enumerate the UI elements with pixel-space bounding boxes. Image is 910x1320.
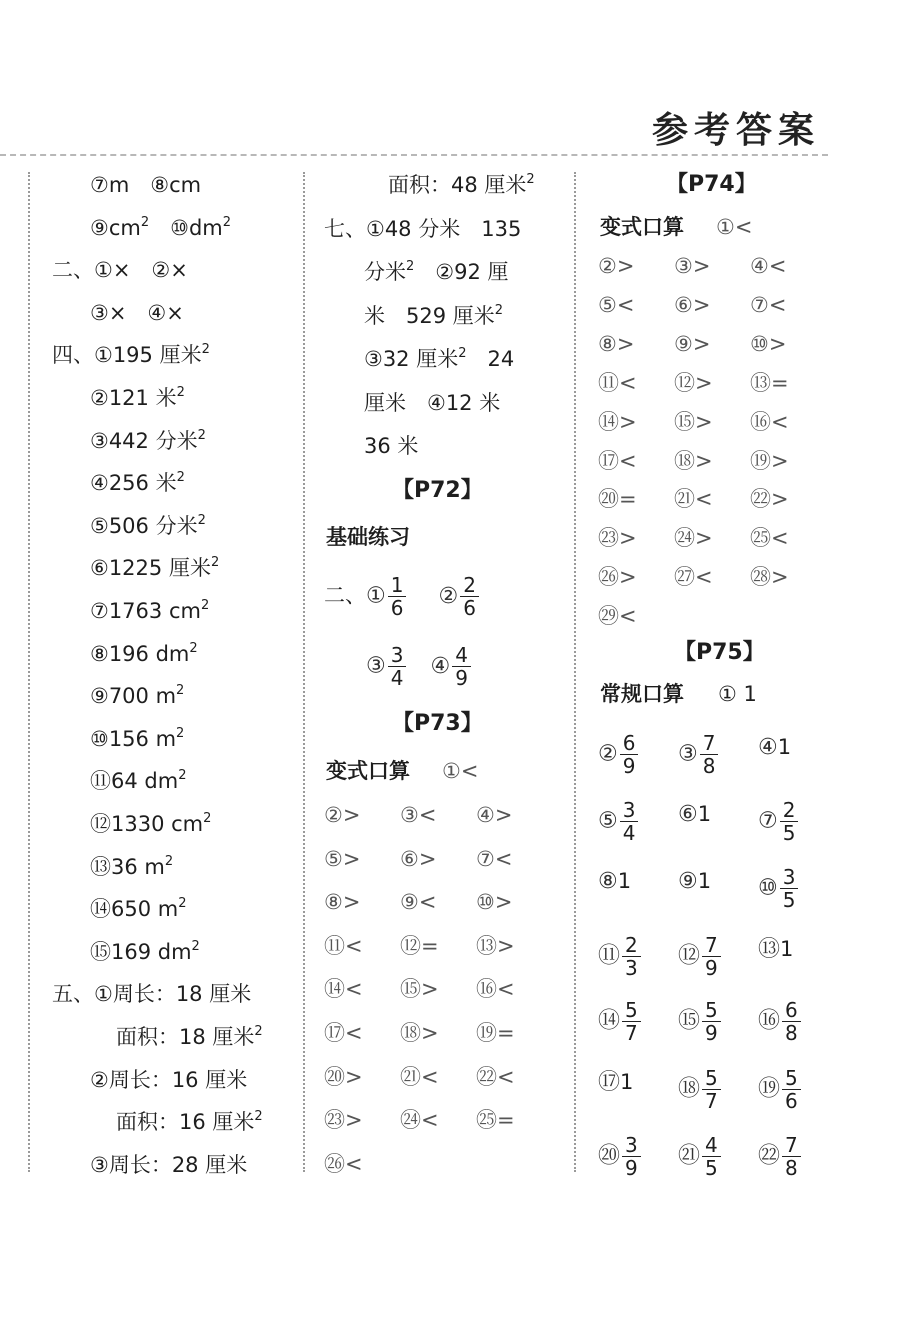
- answer-item: ⑮>: [674, 409, 713, 434]
- answer-line: ⑩156 $m^2$: [90, 725, 185, 751]
- page-marker: 【P75】: [674, 640, 765, 665]
- answer-item: [598, 799, 640, 844]
- answer-item: [598, 866, 631, 897]
- fraction-numerator: 5: [782, 1067, 801, 1090]
- answer-item: ④<: [750, 254, 787, 278]
- superscript-2: 2: [201, 342, 210, 358]
- item-number: ①: [366, 583, 386, 609]
- item-number: ②: [598, 741, 618, 767]
- answer-item: ㉒>: [750, 487, 789, 512]
- fraction-numerator: 1: [388, 574, 407, 597]
- answer-item: [598, 1067, 633, 1098]
- answer-item: [678, 799, 711, 830]
- item-number: ㉑: [678, 1143, 701, 1169]
- answer-item: [598, 732, 640, 777]
- fraction: [700, 732, 719, 777]
- answer-line: 分米$^2$ ②92 厘: [364, 259, 509, 284]
- answer-item: ⑭>: [598, 409, 637, 434]
- section-heading: 变式口算: [600, 215, 684, 239]
- answer-item: [758, 934, 793, 965]
- fraction-denominator: 6: [463, 596, 476, 620]
- answer-item: ⑰<: [598, 448, 637, 473]
- answer-item: ⑲=: [476, 1021, 515, 1045]
- page-title: 参考答案: [651, 110, 820, 151]
- item-number: ⑬: [758, 937, 781, 962]
- item-number: ⑦: [758, 808, 778, 834]
- answer-line: ⑦m ⑧cm: [90, 173, 202, 197]
- section-row: [326, 756, 478, 786]
- section-row: [600, 679, 757, 709]
- answer-item: ⑧>: [324, 890, 361, 915]
- item-number: ㉒: [758, 1143, 781, 1169]
- superscript-2: 2: [210, 555, 220, 571]
- answer-item: ⑪<: [324, 933, 363, 958]
- answer-line: 面积：16 厘米$^2$: [116, 1109, 263, 1135]
- answer-line: 四、①195 厘米$^2$: [52, 342, 210, 368]
- column-divider: [574, 172, 576, 1172]
- superscript-2: 2: [494, 302, 504, 318]
- answer-line: ⑤506 分米$^2$: [90, 512, 206, 538]
- superscript-2: 2: [178, 768, 187, 784]
- answer-item: ㉖<: [324, 1151, 363, 1176]
- answer-item: ⑬>: [476, 933, 515, 958]
- answer-item: [678, 1067, 723, 1112]
- fraction-row: [324, 574, 481, 619]
- fraction-denominator: 9: [705, 956, 718, 980]
- fraction-denominator: 9: [705, 1021, 718, 1045]
- answer-line: 七、①48 分米 135: [324, 216, 522, 241]
- item-number: ⑭: [598, 1008, 621, 1034]
- fraction: [702, 934, 721, 979]
- superscript-2: 2: [176, 470, 185, 486]
- superscript-2: 2: [176, 385, 185, 400]
- section-heading: 基础练习: [326, 525, 410, 549]
- answer-item: ㉘>: [750, 565, 789, 590]
- item-number: ⑤: [598, 808, 618, 834]
- answer-item: [598, 934, 643, 979]
- answer-item: ⑫=: [400, 933, 439, 958]
- superscript-2: 2: [176, 683, 185, 699]
- fraction: [388, 644, 407, 689]
- fraction-numerator: 3: [780, 866, 799, 889]
- superscript-2: 2: [222, 214, 232, 230]
- answer-line: ⑬36 $m^2$: [90, 853, 174, 879]
- section-heading: 变式口算: [326, 759, 410, 783]
- item-number: ③: [678, 741, 698, 767]
- item-number: ⑮: [678, 1008, 701, 1034]
- answer-item: ⑭<: [324, 977, 363, 1002]
- answer-item: ⑲>: [750, 448, 789, 473]
- fraction: [702, 999, 721, 1044]
- answer-item: ④>: [476, 803, 513, 827]
- answer-item: ㉓>: [598, 526, 637, 551]
- fraction: [702, 1067, 721, 1112]
- answer-item: [678, 1134, 723, 1179]
- superscript-2: 2: [458, 346, 467, 361]
- answer-line: $⑨cm^2$ $⑩dm^2$: [90, 214, 232, 240]
- fraction-denominator: 6: [390, 596, 404, 620]
- answer-line: ⑫1330 $cm^2$: [90, 811, 212, 836]
- answer-item: [758, 999, 803, 1044]
- answer-item: [758, 799, 800, 844]
- answer-item: ⑳=: [598, 487, 637, 512]
- answer-line: 厘米 ④12 米: [364, 390, 501, 415]
- item-number: ⑩: [758, 875, 778, 901]
- fraction: [388, 574, 407, 619]
- fraction-denominator: 8: [702, 754, 716, 778]
- fraction-numerator: 5: [622, 999, 641, 1022]
- answer-item: [678, 732, 720, 777]
- answer-item: ㉒<: [476, 1064, 515, 1089]
- fraction-denominator: 6: [785, 1089, 798, 1113]
- page-marker: 【P74】: [666, 172, 757, 197]
- answer-line: ⑥1225 厘米$^2$: [90, 555, 220, 581]
- answer-value: 1: [617, 869, 632, 893]
- answer-line: ③442 分米$^2$: [90, 427, 206, 453]
- fraction-denominator: 5: [705, 1156, 718, 1180]
- fraction-numerator: 3: [620, 799, 639, 822]
- answer-item: [678, 866, 711, 897]
- answer-line: 面积：48 厘米$^2$: [388, 172, 535, 197]
- answer-line: ④256 米$^2$: [90, 470, 185, 496]
- answer-item: ⑱>: [400, 1021, 439, 1045]
- fraction-denominator: 8: [785, 1156, 798, 1180]
- answer-item: ⑯<: [476, 977, 515, 1002]
- answer-item: ⑨>: [674, 331, 711, 356]
- fraction: [780, 866, 799, 911]
- item-number: ⑪: [598, 943, 621, 969]
- answer-item: ⑦<: [476, 846, 513, 871]
- answer-item: [678, 999, 723, 1044]
- answer-item: ②>: [598, 254, 635, 278]
- column-divider: [28, 172, 30, 1172]
- answer-item: ⑧>: [598, 331, 635, 356]
- answer-item: ③<: [400, 803, 437, 827]
- fraction-denominator: 7: [705, 1089, 718, 1113]
- fraction-numerator: 2: [460, 574, 479, 597]
- answer-item: ⑤<: [598, 292, 635, 317]
- answer-line: ②121 米$^2$: [90, 385, 185, 410]
- answer-item: ㉕=: [476, 1108, 515, 1133]
- fraction-numerator: 2: [622, 934, 641, 957]
- item-number: ⑫: [678, 943, 701, 969]
- superscript-2: 2: [526, 172, 535, 187]
- answer-line: ⑭650 $m^2$: [90, 896, 187, 922]
- answer-item: [758, 1067, 803, 1112]
- item-number: ⑨: [678, 869, 698, 894]
- answer-item: ③>: [674, 254, 711, 278]
- answer-item: ㉑<: [674, 487, 713, 512]
- answer-item: ⑦<: [750, 292, 787, 317]
- answer-line: ⑪64 $dm^2$: [90, 768, 187, 794]
- fraction: [460, 574, 479, 619]
- fraction-numerator: 2: [780, 799, 799, 822]
- item-number: ④: [758, 735, 778, 760]
- fraction-numerator: 6: [620, 732, 639, 755]
- answer-item: ㉙<: [598, 604, 637, 629]
- fraction: [622, 999, 641, 1044]
- fraction: [780, 799, 799, 844]
- answer-item: ⑪<: [598, 370, 637, 395]
- fraction: [620, 799, 639, 844]
- answer-item: ⑫>: [674, 370, 713, 395]
- fraction-numerator: 5: [702, 999, 721, 1022]
- answer-line: 二、①× ②×: [52, 258, 188, 283]
- fraction-denominator: 3: [625, 956, 638, 980]
- fraction-denominator: 4: [622, 821, 636, 845]
- fraction-denominator: 5: [782, 888, 796, 912]
- fraction-row: [366, 644, 473, 689]
- item-number: ⑥: [678, 802, 698, 827]
- item-number: ⑳: [598, 1143, 621, 1169]
- answer-item: ㉑<: [400, 1064, 439, 1089]
- fraction: [452, 644, 471, 689]
- answer-item: ①<: [716, 215, 753, 239]
- answer-item: ㉗<: [674, 565, 713, 590]
- answer-value: 1: [697, 869, 712, 893]
- answer-line: ②周长：16 厘米: [90, 1067, 248, 1092]
- superscript-2: 2: [197, 427, 206, 443]
- answer-value: 1: [780, 937, 794, 961]
- answer-value: 1: [620, 1070, 634, 1094]
- fraction: [622, 1134, 641, 1179]
- answer-item: ⑯<: [750, 409, 789, 434]
- superscript-2: 2: [254, 1109, 263, 1125]
- fraction-numerator: 7: [782, 1134, 801, 1157]
- fraction: [782, 1134, 801, 1179]
- section-heading: 常规口算: [600, 682, 684, 706]
- answer-line: ⑦1763 $cm^2$: [90, 598, 210, 623]
- fraction-denominator: 9: [622, 754, 636, 778]
- answer-item: [758, 1134, 803, 1179]
- section-prefix: 二、: [324, 583, 366, 608]
- superscript-2: 2: [164, 853, 174, 869]
- fraction-numerator: 4: [452, 644, 471, 667]
- superscript-2: 2: [191, 938, 200, 954]
- fraction-numerator: 5: [702, 1067, 721, 1090]
- page-marker: 【P72】: [392, 478, 483, 503]
- superscript-2: 2: [203, 811, 212, 826]
- answer-item: ⑮>: [400, 977, 439, 1002]
- item-number: ⑯: [758, 1008, 781, 1034]
- answer-line: 面积：18 厘米$^2$: [116, 1024, 263, 1049]
- answer-line: ③32 厘米$^2$ 24: [364, 346, 515, 371]
- answer-value: 1: [697, 802, 712, 826]
- answer-item: ⑩>: [476, 890, 513, 915]
- answer-item: ㉕<: [750, 526, 789, 551]
- answer-item: [758, 866, 800, 911]
- answer-line: ⑧196 $dm^2$: [90, 640, 198, 666]
- item-number: ⑧: [598, 869, 618, 894]
- fraction-denominator: 9: [455, 666, 468, 690]
- answer-item: ⑱>: [674, 448, 713, 473]
- answer-item: [678, 934, 723, 979]
- fraction: [620, 732, 639, 777]
- answer-line: 米 529 厘米$^2$: [364, 302, 504, 328]
- fraction-numerator: 7: [702, 934, 721, 957]
- section-row: [600, 212, 752, 242]
- superscript-2: 2: [189, 640, 198, 656]
- fraction-numerator: 4: [702, 1134, 721, 1157]
- answer-item: ⑬=: [750, 370, 789, 395]
- answer-value: 1: [777, 735, 792, 759]
- answer-item: ㉔>: [674, 526, 713, 551]
- fraction-numerator: 7: [700, 732, 719, 755]
- item-number: ④: [430, 653, 451, 679]
- answer-item: ⑥>: [400, 846, 437, 871]
- item-number: ③: [366, 653, 386, 679]
- superscript-2: 2: [197, 512, 206, 528]
- item-number: ⑱: [678, 1076, 701, 1102]
- answer-line: ③× ④×: [90, 300, 184, 325]
- answer-item: ⑰<: [324, 1021, 363, 1045]
- superscript-2: 2: [200, 598, 210, 613]
- fraction: [782, 1067, 801, 1112]
- fraction-denominator: 9: [625, 1156, 638, 1180]
- fraction-numerator: 3: [388, 644, 407, 667]
- superscript-2: 2: [178, 896, 187, 912]
- superscript-2: 2: [254, 1024, 263, 1039]
- answer-item: ① 1: [718, 682, 757, 706]
- answer-item: ②>: [324, 803, 361, 827]
- answer-line: ⑮169 $dm^2$: [90, 938, 200, 964]
- header-divider: [0, 154, 828, 156]
- answer-item: ㉖>: [598, 565, 637, 590]
- answer-item: ⑥>: [674, 292, 711, 317]
- answer-item: [598, 999, 643, 1044]
- fraction: [782, 999, 801, 1044]
- fraction-denominator: 7: [625, 1021, 638, 1045]
- fraction: [622, 934, 641, 979]
- fraction-denominator: 8: [785, 1021, 798, 1045]
- answer-line: ⑨700 $m^2$: [90, 683, 185, 709]
- item-number: ⑰: [598, 1070, 621, 1095]
- answer-line: 五、①周长：18 厘米: [52, 982, 252, 1007]
- item-number: ②: [438, 583, 459, 609]
- superscript-2: 2: [140, 214, 150, 230]
- answer-item: ⑤>: [324, 846, 361, 871]
- fraction-denominator: 5: [782, 821, 796, 845]
- item-number: ⑲: [758, 1076, 781, 1102]
- answer-item: ⑨<: [400, 890, 437, 915]
- fraction: [702, 1134, 721, 1179]
- answer-item: ㉔<: [400, 1108, 439, 1133]
- superscript-2: 2: [176, 725, 185, 741]
- answer-item: [598, 1134, 643, 1179]
- fraction-numerator: 6: [782, 999, 801, 1022]
- answer-line: ③周长：28 厘米: [90, 1152, 248, 1177]
- answer-item: ⑩>: [750, 331, 787, 356]
- answer-item: ⑳>: [324, 1064, 363, 1089]
- answer-item: ①<: [442, 759, 479, 783]
- answer-item: ㉓>: [324, 1108, 363, 1133]
- superscript-2: 2: [406, 259, 415, 274]
- page-marker: 【P73】: [392, 711, 483, 736]
- answer-item: [758, 732, 791, 763]
- fraction-numerator: 3: [622, 1134, 641, 1157]
- answer-line: 36 米: [364, 434, 419, 458]
- fraction-denominator: 4: [390, 666, 404, 690]
- column-divider: [303, 172, 305, 1172]
